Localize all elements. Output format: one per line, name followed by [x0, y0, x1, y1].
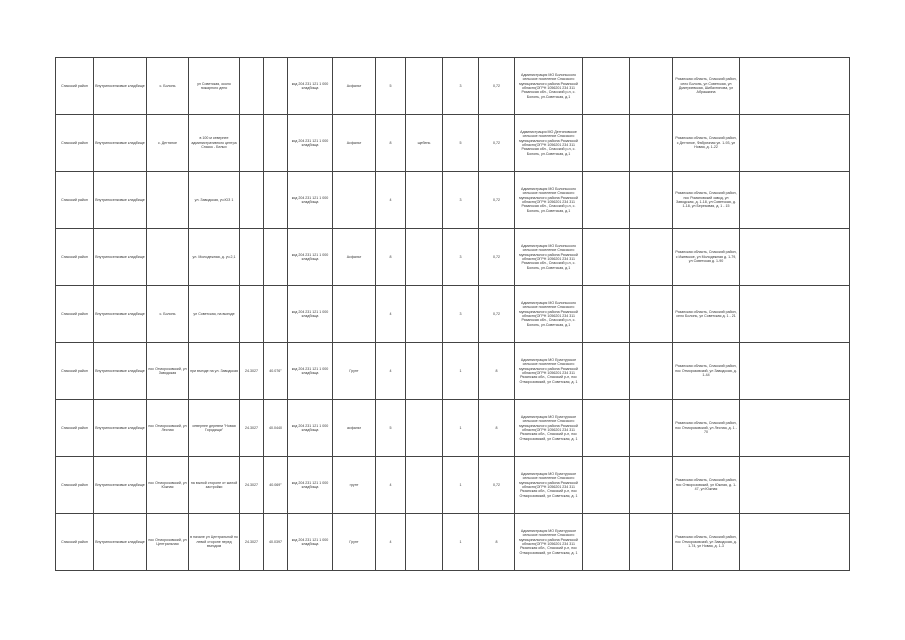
cell-latitude [240, 172, 264, 229]
cell-type: Внутрипоселковые кладбище [94, 400, 147, 457]
cell-area: 8 [479, 400, 515, 457]
cell-extra-2 [630, 400, 673, 457]
cell-location: Рязанская область, Спасский район, пос Отморозовский, ул Южная, д. 1-47, ул Южная [673, 457, 740, 514]
cell-extra-3 [740, 172, 850, 229]
cell-type: Внутрипоселковые кладбище [94, 229, 147, 286]
cell-settlement [147, 229, 189, 286]
cell-code: код 204 231 121 1 000 кладбища [288, 286, 333, 343]
cell-coating [406, 229, 443, 286]
cell-surface: Асфальт [333, 58, 376, 115]
cell-longitude: 40.0440 [264, 400, 288, 457]
cell-longitude [264, 229, 288, 286]
cell-location: Рязанская область, Спасский район, с Ижевское, ул Молодежная д. 1-79, ул Советская д. 1-90 [673, 229, 740, 286]
cell-owner: Администрация МО Ерахтурское сельское поселение Спасского муниципального района Рязанской области(ОГРН 1056201 234 311 Рязанская обл., Спасский р-н, пос Отморозовский, ул Советская, д. 1 [515, 457, 583, 514]
cell-address: в начале ул Центральной по левой стороне перед въездом [189, 514, 240, 571]
cell-address: ул Советская, около пожарного депо [189, 58, 240, 115]
table-row [56, 343, 850, 400]
cell-latitude [240, 58, 264, 115]
cell-count-a: 5 [376, 58, 406, 115]
cell-surface: Асфальт [333, 115, 376, 172]
table-row [56, 229, 850, 286]
cell-owner: Администрация МО Болоньского сельское поселение Спасского муниципального района Рязанской области(ОГРН 1056201 234 311 Рязанская обл., Спасский р-н, с. Болонь, ул.Советская, д.1 [515, 58, 583, 115]
cell-count-b: 5 [443, 115, 479, 172]
cell-latitude [240, 286, 264, 343]
cell-extra-3 [740, 229, 850, 286]
cell-coating [406, 514, 443, 571]
cell-surface: Грунт [333, 514, 376, 571]
cell-extra-1 [583, 172, 630, 229]
cell-coating [406, 172, 443, 229]
cell-count-a: 4 [376, 457, 406, 514]
cell-settlement: пос Отморозовский, ул Заводская [147, 343, 189, 400]
cell-count-b: 1 [443, 457, 479, 514]
cell-longitude [264, 286, 288, 343]
cell-count-a: 4 [376, 343, 406, 400]
cell-settlement: с. Болонь [147, 58, 189, 115]
cell-coating [406, 400, 443, 457]
cell-location: Рязанская область, Спасский район, с Дегтяное, Фабричная ул. 1-93, ул Новая, д. 1-22 [673, 115, 740, 172]
cell-district: Спасский район [56, 400, 94, 457]
cell-extra-3 [740, 400, 850, 457]
cell-owner: Администрация МО Дегтяновское сельское поселение Спасского муниципального района Рязанской области(ОГРН 1056201 234 311 Рязанская обл., Спасский р-н, с. Болонь, ул.Советская, д.1 [515, 115, 583, 172]
cell-extra-2 [630, 229, 673, 286]
cell-count-a: 4 [376, 286, 406, 343]
cell-longitude: 40.069° [264, 457, 288, 514]
table-row [56, 172, 850, 229]
cell-extra-2 [630, 172, 673, 229]
cell-area: 8 [479, 514, 515, 571]
cell-address: на южной стороне от жилой застройки [189, 457, 240, 514]
cell-location: Рязанская область, Спасский район, пос Романовский завод, ул Заводская, д. 1-18, ул Советская, д. 1-18, ул Березовая, д. 1 - 15 [673, 172, 740, 229]
cell-count-b: 3 [443, 58, 479, 115]
cell-extra-1 [583, 286, 630, 343]
cell-extra-3 [740, 514, 850, 571]
cell-settlement [147, 172, 189, 229]
cell-extra-2 [630, 58, 673, 115]
cell-surface [333, 172, 376, 229]
cell-type: Внутрипоселковые кладбище [94, 514, 147, 571]
cell-latitude: 24.3027 [240, 400, 264, 457]
cell-district: Спасский район [56, 172, 94, 229]
cell-area: 0,72 [479, 115, 515, 172]
cell-extra-3 [740, 115, 850, 172]
table-row [56, 457, 850, 514]
cell-surface: Асфальт [333, 229, 376, 286]
cell-type: Внутрипоселковые кладбище [94, 286, 147, 343]
cell-district: Спасский район [56, 115, 94, 172]
cell-type: Внутрипоселковые кладбище [94, 172, 147, 229]
cell-count-b: 1 [443, 514, 479, 571]
cell-latitude [240, 115, 264, 172]
cell-extra-3 [740, 286, 850, 343]
cell-owner: Администрация МО Ерахтурское сельское поселение Спасского муниципального района Рязанской области(ОГРН 1056201 234 311 Рязанская обл., Спасский р-н, пос Отморозовский, ул Советская, д. 1 [515, 343, 583, 400]
cell-surface [333, 286, 376, 343]
cell-settlement: с. Болонь [147, 286, 189, 343]
cell-settlement: с. Дегтяное [147, 115, 189, 172]
cell-address: ул. Молодежная, д. уч.2,1 [189, 229, 240, 286]
table-row [56, 58, 850, 115]
cell-extra-1 [583, 457, 630, 514]
cell-surface: асфальт [333, 400, 376, 457]
table-row [56, 514, 850, 571]
cell-count-b: 1 [443, 343, 479, 400]
cell-type: Внутрипоселковые кладбище [94, 457, 147, 514]
cell-coating [406, 58, 443, 115]
cell-district: Спасский район [56, 286, 94, 343]
cell-address: ул. Заводская, уч.ЮЗ 1 [189, 172, 240, 229]
cell-address: в 100 м севернее административного центра Спасск - Белых [189, 115, 240, 172]
cell-area: 0,72 [479, 457, 515, 514]
cell-code: код 204 231 121 1 000 кладбища [288, 457, 333, 514]
cell-count-b: 3 [443, 172, 479, 229]
cell-coating [406, 343, 443, 400]
cell-extra-1 [583, 400, 630, 457]
cell-surface: грунт [333, 457, 376, 514]
cell-extra-2 [630, 343, 673, 400]
cell-count-b: 3 [443, 229, 479, 286]
cell-location: Рязанская область, Спасский район, пос Отморозовский, ул Заводская, д. 1-74, ул Новая, д. 1-3 [673, 514, 740, 571]
cell-settlement: пос Отморозовский, ул Лесная [147, 400, 189, 457]
cell-extra-1 [583, 115, 630, 172]
cell-extra-3 [740, 457, 850, 514]
cell-longitude: 40.0397 [264, 514, 288, 571]
cell-count-a: 8 [376, 115, 406, 172]
cell-code: код 204 231 121 1 000 кладбища [288, 514, 333, 571]
cell-count-a: 4 [376, 172, 406, 229]
cell-surface: Грунт [333, 343, 376, 400]
cell-longitude: 40.076° [264, 343, 288, 400]
cell-area: 8 [479, 343, 515, 400]
cell-location: Рязанская область, Спасский район, пос Отморозовский, ул Заводская, д. 1-44 [673, 343, 740, 400]
cell-location: Рязанская область, Спасский район, село Болонь, ул Советская д. 1 - 21 [673, 286, 740, 343]
cell-extra-1 [583, 514, 630, 571]
cell-address: при въезде на ул. Заводская [189, 343, 240, 400]
cell-extra-1 [583, 58, 630, 115]
cell-address: севернее деревни "Новая Городищи" [189, 400, 240, 457]
cell-district: Спасский район [56, 457, 94, 514]
cell-count-b: 1 [443, 400, 479, 457]
cell-extra-1 [583, 343, 630, 400]
cell-latitude: 24.3027 [240, 343, 264, 400]
cell-district: Спасский район [56, 58, 94, 115]
cell-owner: Администрация МО Болоньского сельское поселение Спасского муниципального района Рязанской области(ОГРН 1056201 234 311 Рязанская обл., Спасский р-н, с. Болонь, ул.Советская, д.1 [515, 286, 583, 343]
cell-type: Внутрипоселковые кладбище [94, 343, 147, 400]
cell-latitude: 24.3027 [240, 457, 264, 514]
cell-district: Спасский район [56, 229, 94, 286]
cell-code: код 204 231 121 1 000 кладбища [288, 172, 333, 229]
cell-longitude [264, 58, 288, 115]
cell-area: 0,72 [479, 172, 515, 229]
registry-rows [56, 58, 850, 571]
cell-count-a: 5 [376, 400, 406, 457]
cell-count-a: 4 [376, 514, 406, 571]
cell-district: Спасский район [56, 514, 94, 571]
cell-area: 0,72 [479, 286, 515, 343]
cell-extra-3 [740, 58, 850, 115]
cell-latitude [240, 229, 264, 286]
table-row [56, 400, 850, 457]
cell-location: Рязанская область, Спасский район, пос Отморозовский, ул Лесная, д. 1 - 70 [673, 400, 740, 457]
cell-longitude [264, 172, 288, 229]
cell-owner: Администрация МО Болоньского сельское поселение Спасского муниципального района Рязанской области(ОГРН 1056201 234 311 Рязанская обл., Спасский р-н, с. Болонь, ул.Советская, д.1 [515, 229, 583, 286]
cell-address: ул Советская, на выезде [189, 286, 240, 343]
cell-code: код 204 231 121 1 000 кладбища [288, 343, 333, 400]
cell-extra-1 [583, 229, 630, 286]
cell-area: 0,72 [479, 229, 515, 286]
cell-code: код 204 231 121 1 000 кладбища [288, 58, 333, 115]
cell-longitude [264, 115, 288, 172]
cell-type: Внутрипоселковые кладбище [94, 115, 147, 172]
cell-settlement: пос Отморозовский, ул Центральная [147, 514, 189, 571]
table-row [56, 286, 850, 343]
cell-coating: щебень [406, 115, 443, 172]
cell-extra-2 [630, 115, 673, 172]
cell-count-b: 3 [443, 286, 479, 343]
cell-code: код 204 231 121 1 000 кладбища [288, 115, 333, 172]
cell-extra-2 [630, 457, 673, 514]
cell-latitude: 24.3027 [240, 514, 264, 571]
cell-extra-2 [630, 514, 673, 571]
registry-table [55, 57, 850, 571]
cell-owner: Администрация МО Болоньского сельское поселение Спасского муниципального района Рязанской области(ОГРН 1056201 234 311 Рязанская обл., Спасский р-н, с. Болонь, ул.Советская, д.1 [515, 172, 583, 229]
cell-code: код 204 231 121 1 000 кладбища [288, 229, 333, 286]
cell-extra-3 [740, 343, 850, 400]
cell-location: Рязанская область, Спасский район, село Болонь, ул Советская, ул Дмитриевская, Шибахтинова, ул Абрашкина [673, 58, 740, 115]
cell-settlement: пос Отморозовский, ул Южная [147, 457, 189, 514]
cell-code: код 204 231 121 1 000 кладбища [288, 400, 333, 457]
cell-coating [406, 457, 443, 514]
cell-district: Спасский район [56, 343, 94, 400]
cell-owner: Администрация МО Ерахтурское сельское поселение Спасского муниципального района Рязанской области(ОГРН 1056201 234 311 Рязанская обл., Спасский р-н, пос Отморозовский, ул Советская, д. 1 [515, 400, 583, 457]
cell-type: Внутрипоселковые кладбище [94, 58, 147, 115]
cell-count-a: 8 [376, 229, 406, 286]
cell-coating [406, 286, 443, 343]
cell-extra-2 [630, 286, 673, 343]
table-row [56, 115, 850, 172]
cell-owner: Администрация МО Ерахтурское сельское поселение Спасского муниципального района Рязанской области(ОГРН 1056201 234 311 Рязанская обл., Спасский р-н, пос Отморозовский, ул Советская, д. 1 [515, 514, 583, 571]
cell-area: 0,72 [479, 58, 515, 115]
